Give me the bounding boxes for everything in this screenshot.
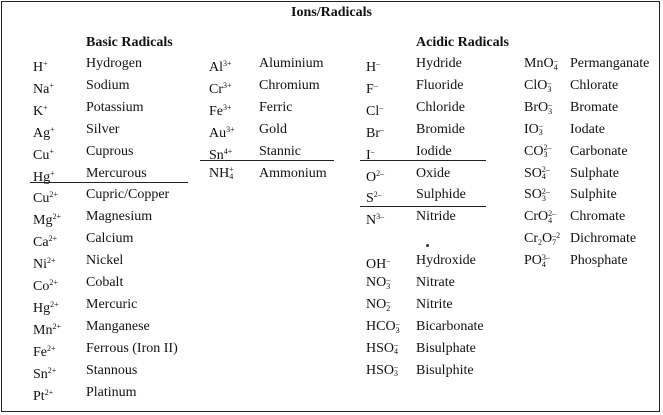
ion-name: Gold: [259, 121, 287, 137]
ion-name: Nickel: [86, 253, 124, 269]
stray-dot: [426, 244, 429, 247]
ion-symbol: Ag+: [33, 124, 55, 141]
ion-symbol: OH–: [366, 256, 391, 273]
ion-symbol: $S^{2-}$: [366, 190, 382, 207]
ion-symbol: Cu+: [33, 146, 54, 163]
ion-symbol: $N^{3-}$: [366, 212, 385, 229]
ion-name: Bicarbonate: [416, 318, 484, 334]
ion-name: Chloride: [416, 99, 465, 115]
ion-symbol: $Sn^{2+}$: [33, 365, 57, 382]
ion-name: Potassium: [86, 99, 144, 115]
ion-name: Fluoride: [416, 77, 464, 93]
ion-name: Ferric: [259, 99, 293, 115]
ion-symbol: ClO – 3: [524, 77, 552, 94]
ion-symbol: $Cu^{2+}$: [33, 190, 58, 207]
ion-name: Iodate: [570, 121, 605, 137]
ion-symbol: $Ca^{2+}$: [33, 234, 58, 251]
ion-symbol: $Cr^{3+}$: [209, 80, 232, 97]
ion-name: Carbonate: [570, 143, 628, 159]
ion-name: Stannous: [86, 362, 138, 378]
ion-symbol: I–: [366, 146, 375, 163]
ion-symbol: $Hg^{2+}$: [33, 299, 59, 316]
ion-symbol: F–: [366, 80, 378, 97]
heading-basic-radicals: Basic Radicals: [86, 35, 173, 50]
ion-name: Permanganate: [570, 56, 650, 71]
ion-symbol: BrO – 3: [524, 99, 553, 116]
ion-symbol: Cr 2 O –2 7: [524, 230, 561, 247]
ion-name: Mercuric: [86, 296, 138, 312]
ion-symbol: HCO – 3: [366, 318, 400, 335]
ion-name: Sulphate: [570, 165, 619, 181]
ion-symbol: $Fe^{2+}$: [33, 343, 56, 360]
ion-name: Chromium: [259, 77, 320, 93]
ion-symbol: $Mg^{2+}$: [33, 212, 61, 229]
ion-name: Ferrous (Iron II): [86, 340, 178, 356]
ion-name: Oxide: [416, 165, 451, 181]
ion-symbol: $Sn^{4+}$: [209, 146, 233, 163]
ion-name: Hydride: [416, 56, 462, 71]
ion-symbol: $Al^{3+}$: [209, 59, 232, 75]
ion-name: Cuprous: [86, 143, 134, 159]
ion-symbol: CO 2– 3: [524, 143, 552, 160]
ion-name: Bisulphate: [416, 340, 476, 356]
divider-iodide-oxide: [360, 160, 486, 161]
ion-symbol: $Au^{3+}$: [209, 124, 235, 141]
heading-acidic-radicals: Acidic Radicals: [416, 35, 509, 50]
ion-name: Sulphide: [416, 187, 466, 203]
ion-symbol: IO – 3: [524, 121, 543, 138]
ion-name: Manganese: [86, 318, 150, 334]
ion-name: Nitrite: [416, 296, 453, 312]
ion-symbol: HSO – 3: [366, 362, 399, 379]
ion-name: Aluminium: [259, 56, 324, 71]
ion-symbol: K+: [33, 102, 48, 119]
ion-symbol: MnO – 4: [524, 55, 558, 72]
ion-symbol: PO 3– 4: [524, 252, 550, 269]
ion-name: Bromate: [570, 99, 619, 115]
ion-name: Chromate: [570, 209, 626, 225]
ion-symbol: NH + 4: [209, 165, 234, 182]
ion-symbol: NO – 2: [366, 296, 391, 313]
ion-symbol: H+: [33, 59, 48, 75]
ion-name: Bisulphite: [416, 362, 474, 378]
ion-symbol: HSO – 4: [366, 340, 399, 357]
ion-symbol: $Mn^{2+}$: [33, 321, 61, 338]
ion-symbol: SO 2– 4: [524, 165, 550, 182]
ion-name: Iodide: [416, 143, 452, 159]
ion-name: Platinum: [86, 384, 137, 400]
page-title: Ions/Radicals: [291, 5, 372, 20]
ion-name: Dichromate: [570, 231, 637, 247]
ion-symbol: Na+: [33, 80, 54, 97]
ion-name: Mercurous: [86, 165, 147, 181]
ion-name: Cupric/Copper: [86, 187, 170, 203]
ion-name: Phosphate: [570, 253, 628, 269]
ion-name: Ammonium: [259, 165, 327, 181]
ion-name: Stannic: [259, 143, 301, 159]
ion-symbol: Br–: [366, 124, 384, 141]
ion-symbol: NO – 3: [366, 274, 391, 291]
ion-name: Silver: [86, 121, 120, 137]
ion-name: Nitride: [416, 209, 456, 225]
ion-symbol: Cl–: [366, 102, 384, 119]
ion-name: Cobalt: [86, 275, 124, 290]
ion-symbol: $Fe^{3+}$: [209, 102, 232, 119]
ion-symbol: $Pt^{2+}$: [33, 387, 54, 404]
ion-symbol: $Ni^{2+}$: [33, 256, 56, 273]
ion-name: Magnesium: [86, 209, 153, 225]
ion-symbol: $O^{2-}$: [366, 168, 385, 185]
ion-name: Hydroxide: [416, 253, 476, 269]
ion-symbol: CrO 2– 4: [524, 209, 557, 226]
ion-symbol: H–: [366, 59, 381, 75]
ion-symbol: $Co^{2+}$: [33, 278, 58, 294]
ion-symbol: Hg+: [33, 168, 55, 185]
ion-name: Chlorate: [570, 77, 619, 93]
ion-name: Nitrate: [416, 275, 455, 290]
ion-name: Hydrogen: [86, 56, 142, 71]
ion-name: Sodium: [86, 77, 130, 93]
ion-name: Bromide: [416, 121, 465, 137]
ion-name: Calcium: [86, 231, 134, 247]
ion-name: Sulphite: [570, 187, 617, 203]
ion-symbol: SO 2– 3: [524, 187, 550, 204]
